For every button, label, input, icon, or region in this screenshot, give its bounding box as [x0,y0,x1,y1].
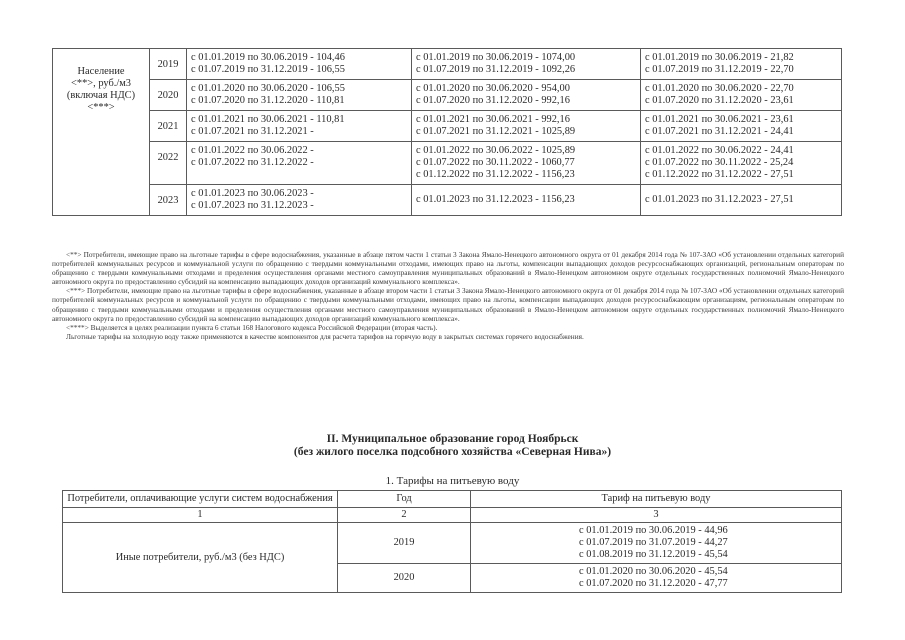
category-cell: Население <**>, руб./м3 (включая НДС) <***> [53,49,150,216]
section-heading [0,433,905,459]
footnote: <***> Потребители, имеющие право на льготные тарифы в сфере водоснабжения, указанные в абзаце втором части 1 статьи 3 Закона Ямало-Ненецкого автономного округа от 01 декабря 2014 года № 107-ЗАО «Об установлении отдельных категорий потребителей коммунальных ресурсов и коммунальной услуги по обращению с твердыми коммунальными отходами, имеющих право на льготы, компенсации выпадающих доходов ресурсоснабжающим организациям, региональным операторам по обращению с твердыми коммунальными отходами и пределения осуществления органами местного самоуправления муниципальных образований в Ямало-Ненецком автономном округе отдельных государственных полномочий Ямало-Ненецкого автономного округа по предоставлению субсидий на компенсацию выпадающих доходов организаций коммунального комплекса». [52,286,844,323]
tariff-cell: с 01.01.2020 по 30.06.2020 - 954,00 с 01.07.2020 по 31.12.2020 - 992,16 [412,80,641,111]
year-cell: 2020 [150,80,187,111]
tariff-cell: с 01.01.2021 по 30.06.2021 - 23,61 с 01.07.2021 по 31.12.2021 - 24,41 [641,111,842,142]
tariff-cell: с 01.01.2020 по 30.06.2020 - 45,54 с 01.07.2020 по 31.12.2020 - 47,77 [471,564,842,593]
tariff-cell: с 01.01.2022 по 30.06.2022 - 24,41 с 01.07.2022 по 30.11.2022 - 25,24 с 01.12.2022 по 31.12.2022 - 27,51 [641,142,842,185]
table-row [53,185,842,216]
year-cell: 2022 [150,142,187,185]
footnote: <****> Выделяется в целях реализации пункта 6 статьи 168 Налогового кодекса Российской Федерации (вторая часть). [66,322,438,332]
tariff-cell: с 01.01.2019 по 30.06.2019 - 104,46 с 01.07.2019 по 31.12.2019 - 106,55 [187,49,412,80]
tariff-cell: с 01.01.2021 по 30.06.2021 - 992,16 с 01.07.2021 по 31.12.2021 - 1025,89 [412,111,641,142]
tariff-cell: с 01.01.2023 по 31.12.2023 - 1156,23 [412,185,641,216]
table-row [53,111,842,142]
tariff-cell: с 01.01.2022 по 30.06.2022 - 1025,89 с 01.07.2022 по 30.11.2022 - 1060,77 с 01.12.2022 по 31.12.2022 - 1156,23 [412,142,641,185]
tariff-table-population [52,48,842,216]
tariff-cell: с 01.01.2023 по 31.12.2023 - 27,51 [641,185,842,216]
tariff-cell: с 01.01.2023 по 30.06.2023 - с 01.07.2023 по 31.12.2023 - [187,185,412,216]
table-row [53,49,842,80]
footnote: Льготные тарифы на холодную воду также применяются в качестве компонентов для расчета тарифов на горячую воду в закрытых системах горячего водоснабжения. [66,331,584,341]
section-subtitle: (без жилого поселка подсобного хозяйства «Северная Нива») [293,446,612,458]
consumer-cell: Иные потребители, руб./м3 (без НДС) [63,523,338,593]
footnote: <**> Потребители, имеющие право на льготные тарифы в сфере водоснабжения, указанные в абзаце пятом части 1 статьи 3 Закона Ямало-Ненецкого автономного округа от 01 декабря 2014 года № 107-ЗАО «Об установлении отдельных категорий потребителей коммунальных ресурсов и коммунальной услуги по обращению с твердыми коммунальными отходами, имеющих право на льготы, компенсации выпадающих доходов ресурсоснабжающих организаций, региональным операторам по обращению с твердыми коммунальными отходами и пределения осуществления органами местного самоуправления муниципальных образований в Ямало-Ненецком автономном округе отдельных государственных полномочий Ямало-Ненецкого автономного округа по предоставлению субсидий на компенсацию выпадающих доходов организаций коммунального комплекса». [52,250,844,287]
section-title: II. Муниципальное образование город Ноябрьск [326,433,579,445]
column-number: 3 [471,508,842,523]
tariff-table-drinking-water [62,490,842,593]
column-number: 1 [63,508,338,523]
tariff-cell: с 01.01.2021 по 30.06.2021 - 110,81 с 01.07.2021 по 31.12.2021 - [187,111,412,142]
tariff-cell: с 01.01.2019 по 30.06.2019 - 1074,00 с 01.07.2019 по 31.12.2019 - 1092,26 [412,49,641,80]
table-header-row [63,491,842,508]
year-cell: 2023 [150,185,187,216]
tariff-cell: с 01.01.2020 по 30.06.2020 - 106,55 с 01.07.2020 по 31.12.2020 - 110,81 [187,80,412,111]
year-cell: 2019 [338,523,471,564]
year-cell: 2019 [150,49,187,80]
column-number: 2 [338,508,471,523]
column-header: Год [338,491,471,508]
year-cell: 2021 [150,111,187,142]
column-header: Потребители, оплачивающие услуги систем водоснабжения [63,491,338,508]
tariff-cell: с 01.01.2019 по 30.06.2019 - 44,96 с 01.07.2019 по 31.07.2019 - 44,27 с 01.08.2019 по 31.12.2019 - 45,54 [471,523,842,564]
column-number-row [63,508,842,523]
table-row [53,80,842,111]
year-cell: 2020 [338,564,471,593]
table-row [63,523,842,564]
tariff-cell: с 01.01.2019 по 30.06.2019 - 21,82 с 01.07.2019 по 31.12.2019 - 22,70 [641,49,842,80]
column-header: Тариф на питьевую воду [471,491,842,508]
footnotes [52,250,844,341]
table-row [53,142,842,185]
table-caption: 1. Тарифы на питьевую воду [385,475,520,487]
tariff-cell: с 01.01.2022 по 30.06.2022 - с 01.07.2022 по 31.12.2022 - [187,142,412,185]
tariff-cell: с 01.01.2020 по 30.06.2020 - 22,70 с 01.07.2020 по 31.12.2020 - 23,61 [641,80,842,111]
